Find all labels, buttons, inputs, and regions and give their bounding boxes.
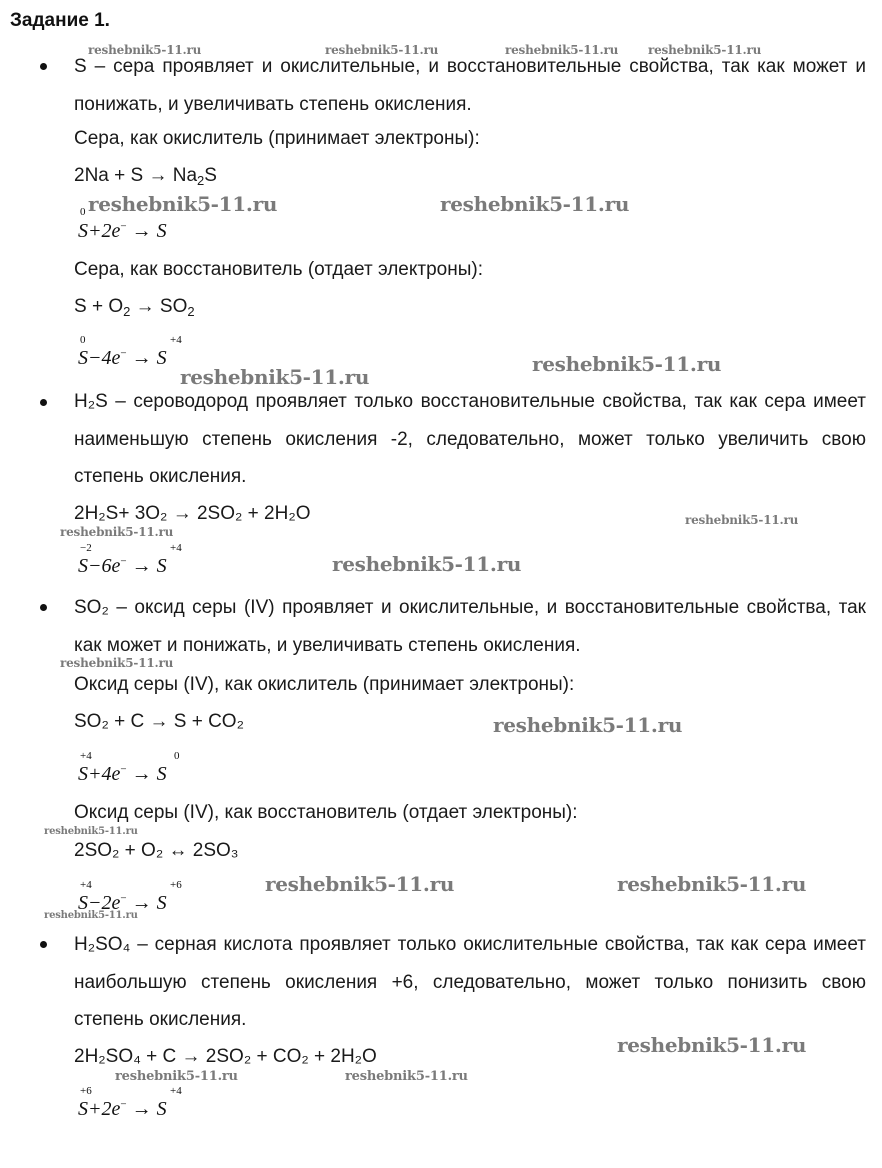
paragraph-so2: SO₂ – оксид серы (IV) проявляет и окислительные, и восстановительные свойства, так как может и понижать, и увеличивать степень окисления. [74, 597, 866, 656]
oxidation-state: −2 [80, 542, 92, 554]
oxidizer-label: Сера, как окислитель (принимает электроны): [74, 128, 480, 149]
reducer-label: Оксид серы (IV), как восстановитель (отдает электроны): [74, 802, 578, 823]
equation-na-s: $2Na + S \to Na_2S$ [74, 165, 217, 188]
paragraph-h2s: H₂S – сероводород проявляет только восстановительные свойства, так как сера имеет наименьшую степень окисления -2, следовательно, может только увеличить свою степень окисления. [74, 391, 866, 487]
reducer-label: Сера, как восстановитель (отдает электроны): [74, 259, 483, 280]
task-title: Задание 1. [10, 10, 110, 31]
watermark: reshebnik5-11.ru [44, 910, 138, 921]
oxidation-state: 0 [80, 334, 86, 346]
bullet [40, 941, 47, 948]
equation-so2-o2: 2SO₂ + O₂ ↔ 2SO₃ [74, 840, 239, 861]
oxidation-state: +6 [170, 879, 182, 891]
watermark: reshebnik5-11.ru [180, 365, 370, 389]
electron-balance: S+2e− → S [78, 1098, 167, 1120]
watermark: reshebnik5-11.ru [345, 1069, 468, 1084]
watermark: reshebnik5-11.ru [617, 872, 807, 896]
watermark: reshebnik5-11.ru [265, 872, 455, 896]
watermark: reshebnik5-11.ru [88, 43, 202, 57]
equation-s-o2: $S + O_2 \to SO_2$ [74, 296, 195, 319]
paragraph-sulfur: S – сера проявляет и окислительные, и восстановительные свойства, так как может и понижать, и увеличивать степень окисления. [74, 56, 866, 115]
watermark: reshebnik5-11.ru [617, 1033, 807, 1057]
watermark: reshebnik5-11.ru [493, 713, 683, 737]
oxidation-state: +4 [80, 750, 92, 762]
watermark: reshebnik5-11.ru [44, 826, 138, 837]
equation-h2so4: 2H₂SO₄ + C → 2SO₂ + CO₂ + 2H₂O [74, 1046, 377, 1067]
electron-balance: S+2e− → S [78, 220, 167, 242]
watermark: reshebnik5-11.ru [60, 525, 174, 539]
watermark: reshebnik5-11.ru [685, 513, 799, 527]
bullet [40, 399, 47, 406]
electron-balance: S−2e− → S [78, 892, 167, 914]
watermark: reshebnik5-11.ru [532, 352, 722, 376]
paragraph-h2so4: H₂SO₄ – серная кислота проявляет только окислительные свойства, так как сера имеет наибольшую степень окисления +6, следовательно, может только понизить свою степень окисления. [74, 934, 866, 1030]
bullet [40, 63, 47, 70]
oxidation-state: 0 [174, 750, 180, 762]
electron-balance: S−4e− → S [78, 347, 167, 369]
oxidation-state: 0 [80, 206, 86, 218]
watermark: reshebnik5-11.ru [505, 43, 619, 57]
bullet [40, 604, 47, 611]
electron-balance: S+4e− → S [78, 763, 167, 785]
equation-h2s: 2H₂S+ 3O₂ → 2SO₂ + 2H₂O [74, 503, 311, 524]
oxidation-state: +6 [80, 1085, 92, 1097]
watermark: reshebnik5-11.ru [325, 43, 439, 57]
equation-so2-c: SO₂ + C → S + CO₂ [74, 711, 244, 732]
oxidation-state: +4 [170, 1085, 182, 1097]
oxidation-state: +4 [170, 334, 182, 346]
watermark: reshebnik5-11.ru [88, 192, 278, 216]
watermark: reshebnik5-11.ru [332, 552, 522, 576]
oxidation-state: +4 [170, 542, 182, 554]
watermark: reshebnik5-11.ru [115, 1069, 238, 1084]
electron-balance: S−6e− → S [78, 555, 167, 577]
watermark: reshebnik5-11.ru [648, 43, 762, 57]
watermark: reshebnik5-11.ru [60, 656, 174, 670]
oxidizer-label: Оксид серы (IV), как окислитель (принимает электроны): [74, 674, 575, 695]
watermark: reshebnik5-11.ru [440, 192, 630, 216]
oxidation-state: +4 [80, 879, 92, 891]
